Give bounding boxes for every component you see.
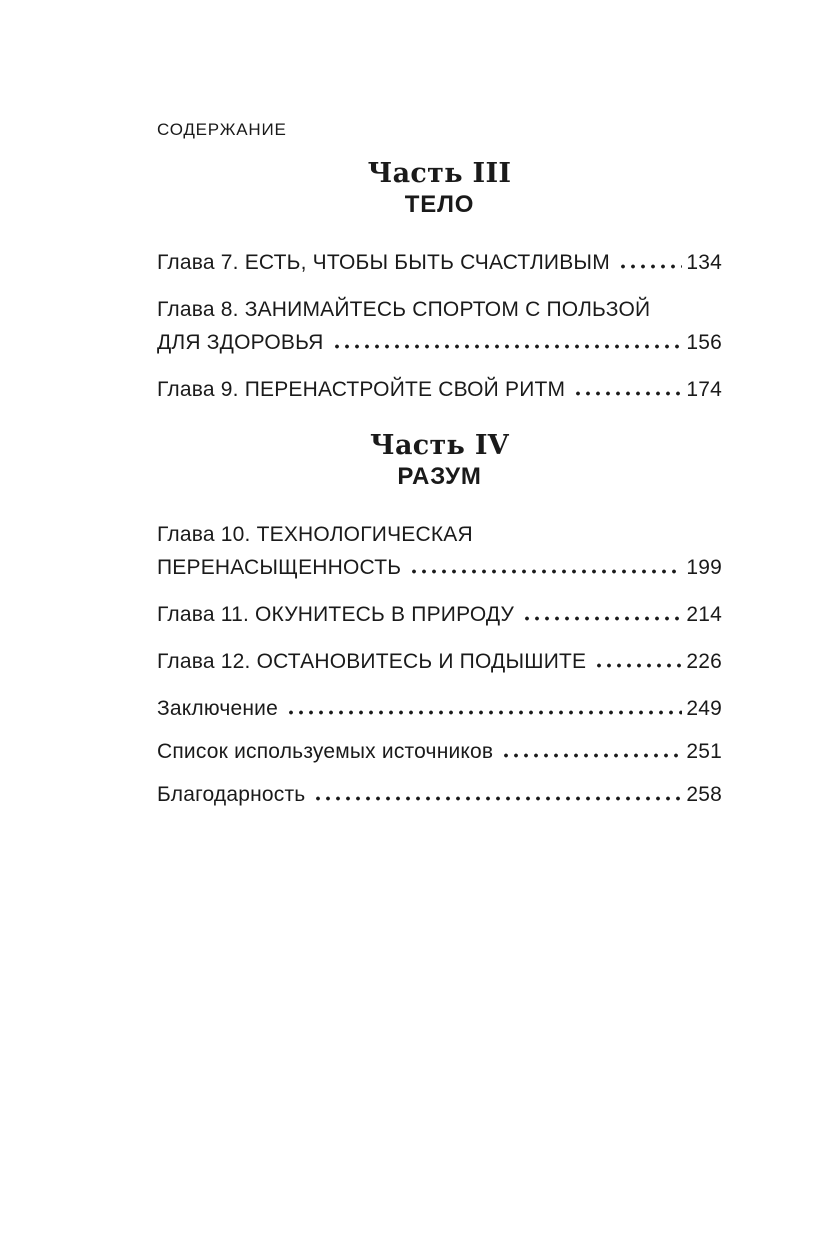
toc-entry-acknowledgements [157, 778, 722, 811]
dot-leader [501, 753, 682, 758]
entry-text: Глава 12. ОСТАНОВИТЕСЬ И ПОДЫШИТЕ [157, 650, 587, 673]
toc-entry-chapter-8 [157, 293, 722, 359]
entry-line [157, 778, 722, 811]
toc-entry-chapter-10 [157, 518, 722, 584]
page-number: 174 [686, 378, 722, 401]
page-number: 199 [686, 556, 722, 579]
dot-leader [522, 616, 682, 621]
entry-text: Глава 7. ЕСТЬ, ЧТОБЫ БЫТЬ СЧАСТЛИВЫМ [157, 251, 610, 274]
page-number: 156 [686, 331, 722, 354]
contents-heading: СОДЕРЖАНИЕ [157, 120, 287, 139]
dot-leader [409, 569, 682, 574]
part-heading-4 [157, 430, 722, 492]
entry-line [157, 293, 722, 326]
dot-leader [573, 391, 682, 396]
dot-leader [313, 796, 682, 801]
part-title: Часть IV [369, 430, 510, 461]
toc-entry-chapter-9 [157, 373, 722, 406]
entry-text: Глава 8. ЗАНИМАЙТЕСЬ СПОРТОМ С ПОЛЬЗОЙ [157, 298, 651, 321]
entry-line [157, 692, 722, 725]
entry-line [157, 645, 722, 678]
toc-entry-sources [157, 735, 722, 768]
page-number: 134 [686, 251, 722, 274]
entry-line [157, 518, 722, 551]
page-number: 226 [686, 650, 722, 673]
toc-entry-chapter-7 [157, 246, 722, 279]
entry-line [157, 735, 722, 768]
entry-text: Благодарность [157, 783, 306, 806]
entry-line [157, 326, 722, 359]
page-number: 249 [686, 697, 722, 720]
entry-text: Глава 9. ПЕРЕНАСТРОЙТЕ СВОЙ РИТМ [157, 378, 566, 401]
page-number: 214 [686, 603, 722, 626]
part-heading-3 [157, 158, 722, 220]
entry-text: ПЕРЕНАСЫЩЕННОСТЬ [157, 556, 402, 579]
part-subtitle: РАЗУМ [397, 463, 482, 490]
entry-text: Глава 10. ТЕХНОЛОГИЧЕСКАЯ [157, 523, 473, 546]
entry-text: Глава 11. ОКУНИТЕСЬ В ПРИРОДУ [157, 603, 515, 626]
entry-text: Список используемых источников [157, 740, 494, 763]
dot-leader [594, 663, 682, 668]
part-subtitle: ТЕЛО [404, 191, 475, 218]
dot-leader [286, 710, 682, 715]
entry-text: ДЛЯ ЗДОРОВЬЯ [157, 331, 324, 354]
part-title: Часть III [367, 158, 512, 189]
entry-line [157, 598, 722, 631]
back-matter [157, 692, 722, 811]
entry-line [157, 551, 722, 584]
toc-entry-conclusion [157, 692, 722, 725]
page-number: 251 [686, 740, 722, 763]
page-number: 258 [686, 783, 722, 806]
dot-leader [332, 344, 683, 349]
toc-entry-chapter-11 [157, 598, 722, 631]
toc-entry-chapter-12 [157, 645, 722, 678]
entry-text: Заключение [157, 697, 278, 720]
dot-leader [618, 264, 682, 269]
entry-line [157, 246, 722, 279]
entry-line [157, 373, 722, 406]
